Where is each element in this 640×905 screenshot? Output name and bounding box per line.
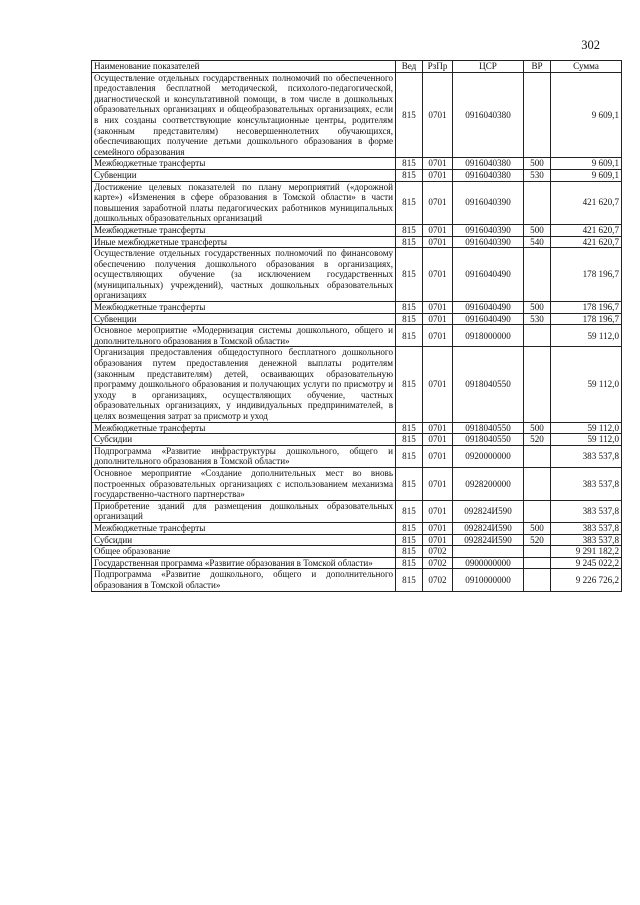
row-vr-cell bbox=[524, 569, 551, 591]
row-ved-cell: 815 bbox=[396, 347, 423, 422]
table-row bbox=[92, 72, 622, 158]
row-vr-cell: 500 bbox=[524, 302, 551, 314]
row-csr-cell: 0916040380 bbox=[453, 158, 524, 170]
row-rzpr-cell: 0701 bbox=[423, 72, 453, 158]
header-name: Наименование показателей bbox=[92, 61, 396, 73]
table-row bbox=[92, 248, 622, 302]
row-rzpr-cell: 0701 bbox=[423, 325, 453, 347]
row-ved-cell: 815 bbox=[396, 302, 423, 314]
row-rzpr-cell: 0701 bbox=[423, 158, 453, 170]
row-vr-cell bbox=[524, 248, 551, 302]
row-vr-cell bbox=[524, 325, 551, 347]
row-name-cell: Субсидии bbox=[92, 534, 396, 546]
table-row bbox=[92, 445, 622, 467]
row-sum-cell: 178 196,7 bbox=[551, 302, 622, 314]
row-rzpr-cell: 0701 bbox=[423, 522, 453, 534]
row-sum-cell: 9 226 726,2 bbox=[551, 569, 622, 591]
row-sum-cell: 59 112,0 bbox=[551, 347, 622, 422]
row-vr-cell bbox=[524, 72, 551, 158]
row-sum-cell: 59 112,0 bbox=[551, 422, 622, 434]
row-ved-cell: 815 bbox=[396, 313, 423, 325]
row-sum-cell: 59 112,0 bbox=[551, 434, 622, 446]
budget-table bbox=[91, 60, 622, 592]
row-ved-cell: 815 bbox=[396, 557, 423, 569]
row-vr-cell bbox=[524, 500, 551, 522]
row-rzpr-cell: 0701 bbox=[423, 467, 453, 500]
table-row bbox=[92, 347, 622, 422]
row-ved-cell: 815 bbox=[396, 522, 423, 534]
row-vr-cell: 520 bbox=[524, 534, 551, 546]
row-vr-cell: 530 bbox=[524, 169, 551, 181]
row-vr-cell: 500 bbox=[524, 158, 551, 170]
row-csr-cell: 0918040550 bbox=[453, 434, 524, 446]
row-rzpr-cell: 0702 bbox=[423, 569, 453, 591]
row-csr-cell: 0916040490 bbox=[453, 248, 524, 302]
row-sum-cell: 421 620,7 bbox=[551, 236, 622, 248]
row-rzpr-cell: 0701 bbox=[423, 236, 453, 248]
header-csr: ЦСР bbox=[453, 61, 524, 73]
row-rzpr-cell: 0701 bbox=[423, 224, 453, 236]
row-csr-cell bbox=[453, 546, 524, 558]
row-sum-cell: 383 537,8 bbox=[551, 522, 622, 534]
row-vr-cell bbox=[524, 467, 551, 500]
row-rzpr-cell: 0702 bbox=[423, 546, 453, 558]
row-ved-cell: 815 bbox=[396, 236, 423, 248]
row-vr-cell bbox=[524, 546, 551, 558]
row-ved-cell: 815 bbox=[396, 534, 423, 546]
row-sum-cell: 9 291 182,2 bbox=[551, 546, 622, 558]
row-vr-cell bbox=[524, 181, 551, 224]
row-name-cell: Приобретение зданий для размещения дошкольных образовательных организаций bbox=[92, 500, 396, 522]
row-ved-cell: 815 bbox=[396, 422, 423, 434]
row-name-cell: Межбюджетные трансферты bbox=[92, 158, 396, 170]
row-rzpr-cell: 0701 bbox=[423, 313, 453, 325]
row-rzpr-cell: 0701 bbox=[423, 169, 453, 181]
row-rzpr-cell: 0701 bbox=[423, 181, 453, 224]
row-ved-cell: 815 bbox=[396, 569, 423, 591]
table-body bbox=[92, 72, 622, 591]
table-row bbox=[92, 302, 622, 314]
row-name-cell: Достижение целевых показателей по плану мероприятий («дорожной карте») «Изменения в сфере образования в Томской области» в части повышения заработной платы педагогических работников муниципальных дошкольных образовательных организаций bbox=[92, 181, 396, 224]
row-name-cell: Осуществление отдельных государственных полномочий по финансовому обеспечению получения дошкольного образования в организациях, осуществляющих обучение (за исключением государственных (муниципальных) учреждений), частных дошкольных образовательных организациях bbox=[92, 248, 396, 302]
table-row bbox=[92, 325, 622, 347]
row-rzpr-cell: 0701 bbox=[423, 248, 453, 302]
row-ved-cell: 815 bbox=[396, 72, 423, 158]
row-csr-cell: 092824И590 bbox=[453, 534, 524, 546]
row-name-cell: Межбюджетные трансферты bbox=[92, 422, 396, 434]
row-csr-cell: 0918040550 bbox=[453, 347, 524, 422]
row-name-cell: Субсидии bbox=[92, 434, 396, 446]
row-csr-cell: 0916040390 bbox=[453, 181, 524, 224]
row-csr-cell: 0918040550 bbox=[453, 422, 524, 434]
page-number: 302 bbox=[581, 38, 600, 52]
row-ved-cell: 815 bbox=[396, 445, 423, 467]
table-row bbox=[92, 557, 622, 569]
header-rzpr: РзПр bbox=[423, 61, 453, 73]
row-rzpr-cell: 0701 bbox=[423, 422, 453, 434]
row-rzpr-cell: 0701 bbox=[423, 445, 453, 467]
header-vr: ВР bbox=[524, 61, 551, 73]
table-row bbox=[92, 522, 622, 534]
row-ved-cell: 815 bbox=[396, 546, 423, 558]
row-rzpr-cell: 0701 bbox=[423, 534, 453, 546]
row-name-cell: Организация предоставления общедоступного бесплатного дошкольного образования путем предоставления денежной выплаты родителям (законным представителям) детей, осваивающих образовательную программу дошкольного образования и получающих услуги по присмотру и уходу в организациях, осуществляющих обучение, частных образовательных организациях, у индивидуальных предпринимателей, в целях возмещения затрат за присмотр и уход bbox=[92, 347, 396, 422]
row-csr-cell: 0910000000 bbox=[453, 569, 524, 591]
table-row bbox=[92, 467, 622, 500]
table-row bbox=[92, 224, 622, 236]
row-rzpr-cell: 0702 bbox=[423, 557, 453, 569]
header-ved: Вед bbox=[396, 61, 423, 73]
row-csr-cell: 0916040490 bbox=[453, 313, 524, 325]
row-rzpr-cell: 0701 bbox=[423, 500, 453, 522]
row-ved-cell: 815 bbox=[396, 434, 423, 446]
row-sum-cell: 383 537,8 bbox=[551, 445, 622, 467]
table-row bbox=[92, 313, 622, 325]
table-header-row bbox=[92, 61, 622, 73]
row-sum-cell: 9 609,1 bbox=[551, 169, 622, 181]
row-name-cell: Субвенции bbox=[92, 169, 396, 181]
row-ved-cell: 815 bbox=[396, 224, 423, 236]
row-ved-cell: 815 bbox=[396, 467, 423, 500]
row-csr-cell: 0916040490 bbox=[453, 302, 524, 314]
row-vr-cell bbox=[524, 557, 551, 569]
row-vr-cell: 500 bbox=[524, 422, 551, 434]
row-vr-cell bbox=[524, 445, 551, 467]
row-vr-cell: 520 bbox=[524, 434, 551, 446]
row-vr-cell: 500 bbox=[524, 224, 551, 236]
row-name-cell: Иные межбюджетные трансферты bbox=[92, 236, 396, 248]
row-csr-cell: 0918000000 bbox=[453, 325, 524, 347]
header-sum: Сумма bbox=[551, 61, 622, 73]
row-csr-cell: 0928200000 bbox=[453, 467, 524, 500]
table-row bbox=[92, 181, 622, 224]
row-sum-cell: 383 537,8 bbox=[551, 500, 622, 522]
row-rzpr-cell: 0701 bbox=[423, 347, 453, 422]
row-name-cell: Основное мероприятие «Модернизация системы дошкольного, общего и дополнительного образования в Томской области» bbox=[92, 325, 396, 347]
row-ved-cell: 815 bbox=[396, 169, 423, 181]
row-sum-cell: 9 245 022,2 bbox=[551, 557, 622, 569]
row-sum-cell: 421 620,7 bbox=[551, 224, 622, 236]
row-ved-cell: 815 bbox=[396, 158, 423, 170]
row-sum-cell: 9 609,1 bbox=[551, 72, 622, 158]
table-row bbox=[92, 169, 622, 181]
table-row bbox=[92, 569, 622, 591]
row-sum-cell: 178 196,7 bbox=[551, 313, 622, 325]
row-ved-cell: 815 bbox=[396, 325, 423, 347]
row-ved-cell: 815 bbox=[396, 500, 423, 522]
row-name-cell: Субвенции bbox=[92, 313, 396, 325]
row-name-cell: Осуществление отдельных государственных полномочий по обеспеченного предоставления бесплатной методической, психолого-педагогической, диагностической и консультативной помощи, в том числе в дошкольных образовательных организациях и общеобразовательных организациях, если в них созданы соответствующие консультационные центры, родителям (законным представителям) несовершеннолетних обучающихся, обеспечивающих получение детьми дошкольного образования в форме семейного образования bbox=[92, 72, 396, 158]
row-csr-cell: 092824И590 bbox=[453, 522, 524, 534]
table-row bbox=[92, 434, 622, 446]
row-csr-cell: 0916040380 bbox=[453, 72, 524, 158]
table-row bbox=[92, 500, 622, 522]
row-vr-cell bbox=[524, 347, 551, 422]
row-sum-cell: 178 196,7 bbox=[551, 248, 622, 302]
table-row bbox=[92, 158, 622, 170]
row-name-cell: Межбюджетные трансферты bbox=[92, 224, 396, 236]
row-rzpr-cell: 0701 bbox=[423, 434, 453, 446]
row-sum-cell: 9 609,1 bbox=[551, 158, 622, 170]
row-name-cell: Государственная программа «Развитие образования в Томской области» bbox=[92, 557, 396, 569]
row-sum-cell: 383 537,8 bbox=[551, 467, 622, 500]
table-row bbox=[92, 236, 622, 248]
row-csr-cell: 0916040390 bbox=[453, 224, 524, 236]
row-name-cell: Подпрограмма «Развитие инфраструктуры дошкольного, общего и дополнительного образования в Томской области» bbox=[92, 445, 396, 467]
row-csr-cell: 0920000000 bbox=[453, 445, 524, 467]
row-vr-cell: 530 bbox=[524, 313, 551, 325]
row-sum-cell: 59 112,0 bbox=[551, 325, 622, 347]
row-ved-cell: 815 bbox=[396, 181, 423, 224]
row-name-cell: Межбюджетные трансферты bbox=[92, 302, 396, 314]
row-csr-cell: 0916040390 bbox=[453, 236, 524, 248]
row-vr-cell: 500 bbox=[524, 522, 551, 534]
row-csr-cell: 092824И590 bbox=[453, 500, 524, 522]
row-name-cell: Общее образование bbox=[92, 546, 396, 558]
row-sum-cell: 383 537,8 bbox=[551, 534, 622, 546]
row-name-cell: Основное мероприятие «Создание дополнительных мест во вновь построенных образовательных организациях с использованием механизма государственно-частного партнерства» bbox=[92, 467, 396, 500]
row-csr-cell: 0916040380 bbox=[453, 169, 524, 181]
table-row bbox=[92, 422, 622, 434]
row-rzpr-cell: 0701 bbox=[423, 302, 453, 314]
table-row bbox=[92, 534, 622, 546]
row-sum-cell: 421 620,7 bbox=[551, 181, 622, 224]
table-row bbox=[92, 546, 622, 558]
row-ved-cell: 815 bbox=[396, 248, 423, 302]
row-name-cell: Подпрограмма «Развитие дошкольного, общего и дополнительного образования в Томской области» bbox=[92, 569, 396, 591]
row-vr-cell: 540 bbox=[524, 236, 551, 248]
row-name-cell: Межбюджетные трансферты bbox=[92, 522, 396, 534]
row-csr-cell: 0900000000 bbox=[453, 557, 524, 569]
